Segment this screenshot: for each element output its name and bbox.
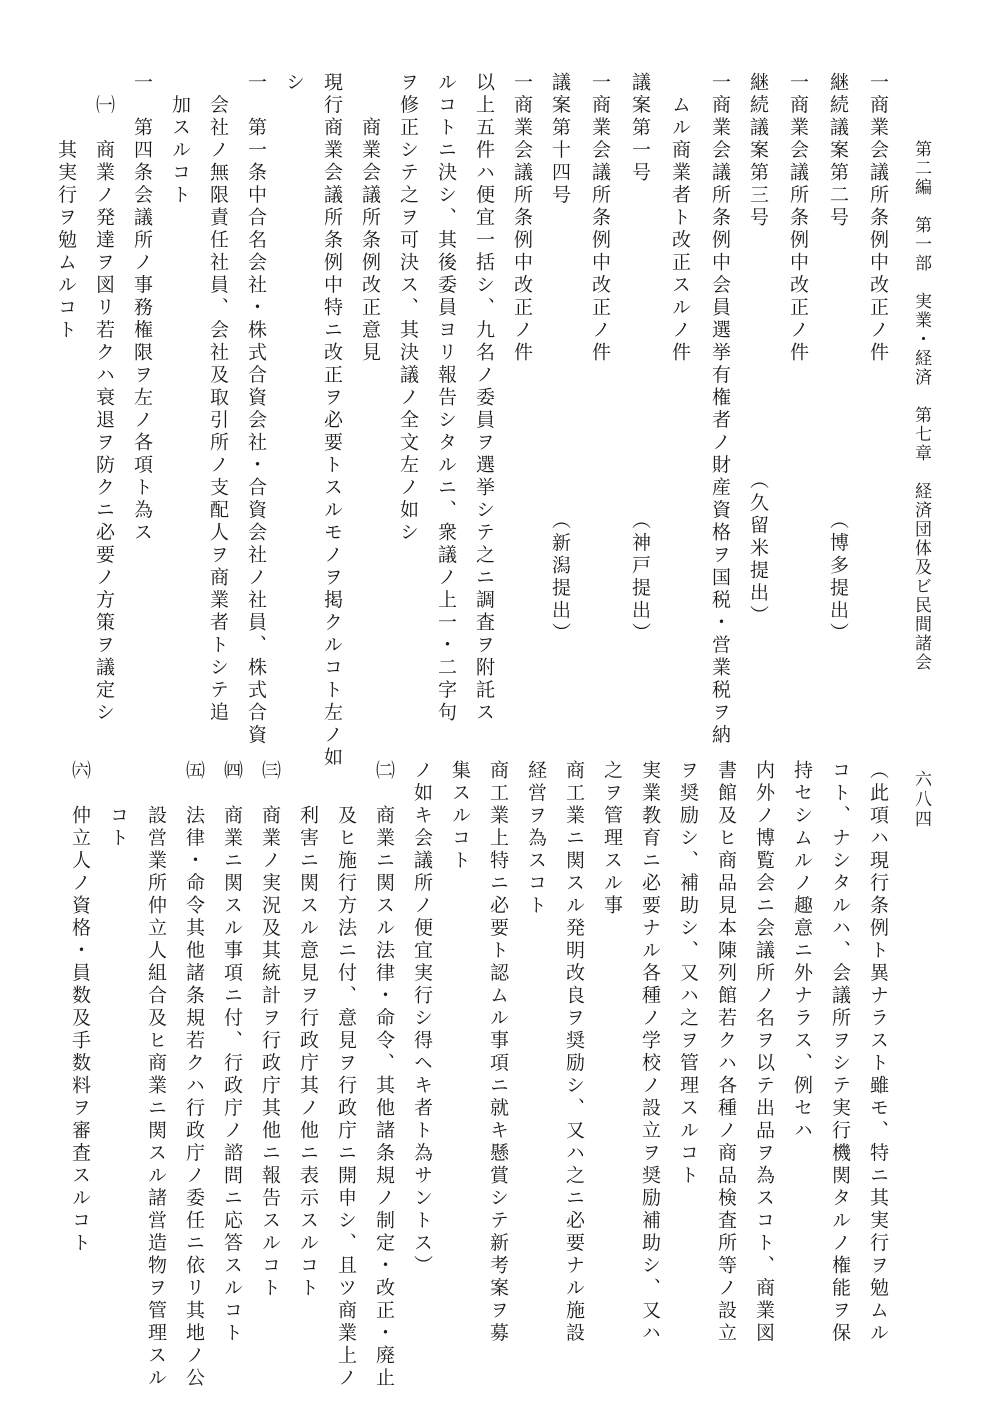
text-column: ノ如キ会議所ノ便宜実行シ得ヘキ者ト為サントス） <box>411 760 433 1278</box>
text-column: ㈡ 商業ニ関スル法律・命令、其他諸条規ノ制定・改正・廃止 <box>373 760 395 1390</box>
text-column: 利害ニ関スル意見ヲ行政庁其ノ他ニ表示スルコト <box>297 760 319 1300</box>
text-column: シ <box>283 72 305 95</box>
text-column: 以上五件ハ便宜一括シ、九名ノ委員ヲ選挙シテ之ニ調査ヲ附託ス <box>473 72 495 725</box>
text-column: 之ヲ管理スル事 <box>601 760 623 918</box>
text-column: 継続議案第二号 <box>827 72 849 230</box>
text-column: ㈤ 法律・命令其他諸条規若クハ行政庁ノ委任ニ依リ其地ノ公 <box>183 760 205 1390</box>
running-head: 第二編 第一部 実業・経済 第七章 経済団体及ビ民間諸会 <box>911 140 931 672</box>
text-column: 議案第一号 <box>629 72 651 185</box>
text-column: 現行商業会議所条例中特ニ改正ヲ必要トスルモノヲ掲クルコト左ノ如 <box>321 72 343 770</box>
proposer-note: （久留米提出） <box>747 470 769 628</box>
text-column: （此項ハ現行条例ト異ナラスト雖モ、特ニ其実行ヲ勉ムル <box>867 760 889 1345</box>
text-column: 一商業会議所条例中改正ノ件 <box>867 72 889 365</box>
text-column: ㈠ 商業ノ発達ヲ図リ若クハ衰退ヲ防クニ必要ノ方策ヲ議定シ <box>93 72 115 725</box>
text-column: 集スルコト <box>449 760 471 873</box>
text-column: 一商業会議所条例中改正ノ件 <box>511 72 533 365</box>
text-column: 一商業会議所条例中改正ノ件 <box>589 72 611 365</box>
text-column: ㈥ 仲立人ノ資格・員数及手数料ヲ審査スルコト <box>69 760 91 1255</box>
text-column: 書館及ヒ商品見本陳列館若クハ各種ノ商品検査所等ノ設立 <box>715 760 737 1345</box>
text-column: 会社ノ無限責任社員、会社及取引所ノ支配人ヲ商業者トシテ追 <box>207 72 229 725</box>
text-column: 商工業上特ニ必要ト認ムル事項ニ就キ懸賞シテ新考案ヲ募 <box>487 760 509 1345</box>
text-column: 加スルコト <box>169 72 191 207</box>
text-column: 商工業ニ関スル発明改良ヲ奨励シ、又ハ之ニ必要ナル施設 <box>563 760 585 1345</box>
text-column: 一 第一条中合名会社・株式合資会社・合資会社ノ社員、株式合資 <box>245 72 267 747</box>
text-column: 一 第四条会議所ノ事務権限ヲ左ノ各項ト為ス <box>131 72 153 545</box>
text-column: コト、ナシタルハ、会議所ヲシテ実行機関タルノ権能ヲ保 <box>829 760 851 1345</box>
text-column: ヲ奨励シ、補助シ、又ハ之ヲ管理スルコト <box>677 760 699 1188</box>
proposer-note: （神戸提出） <box>629 510 651 645</box>
text-column: ㈢ 商業ノ実況及其統計ヲ行政庁其他ニ報告スルコト <box>259 760 281 1300</box>
text-column: 及ヒ施行方法ニ付、意見ヲ行政庁ニ開申シ、且ツ商業上ノ <box>335 760 357 1390</box>
text-column: コト <box>107 760 129 850</box>
text-column: 其実行ヲ勉ムルコト <box>55 72 77 342</box>
text-column: 経営ヲ為スコト <box>525 760 547 918</box>
text-column: 一商業会議所条例中会員選挙有権者ノ財産資格ヲ国税・営業税ヲ納 <box>709 72 731 747</box>
proposer-note: （博多提出） <box>827 510 849 645</box>
text-column: 実業教育ニ必要ナル各種ノ学校ノ設立ヲ奨励補助シ、又ハ <box>639 760 661 1345</box>
page-number: 六八四 <box>911 770 931 830</box>
text-column: 継続議案第三号 <box>747 72 769 230</box>
text-column: 一商業会議所条例中改正ノ件 <box>787 72 809 365</box>
text-column: 議案第十四号 <box>549 72 571 207</box>
text-column: 設営業所仲立人組合及ヒ商業ニ関スル諸営造物ヲ管理スル <box>145 760 167 1390</box>
text-column: ㈣ 商業ニ関スル事項ニ付、行政庁ノ諮問ニ応答スルコト <box>221 760 243 1345</box>
text-column: ムル商業者ト改正スルノ件 <box>669 72 691 365</box>
text-column: 商業会議所条例改正意見 <box>359 72 381 365</box>
text-column: 内外ノ博覧会ニ会議所ノ名ヲ以テ出品ヲ為スコト、商業図 <box>753 760 775 1345</box>
text-column: 持セシムルノ趣意ニ外ナラス、例セハ <box>791 760 813 1143</box>
text-column: ルコトニ決シ、其後委員ヨリ報告シタルニ、衆議ノ上一・二字句 <box>435 72 457 725</box>
text-column: ヲ修正シテ之ヲ可決ス、其決議ノ全文左ノ如シ <box>397 72 419 545</box>
proposer-note: （新潟提出） <box>549 510 571 645</box>
